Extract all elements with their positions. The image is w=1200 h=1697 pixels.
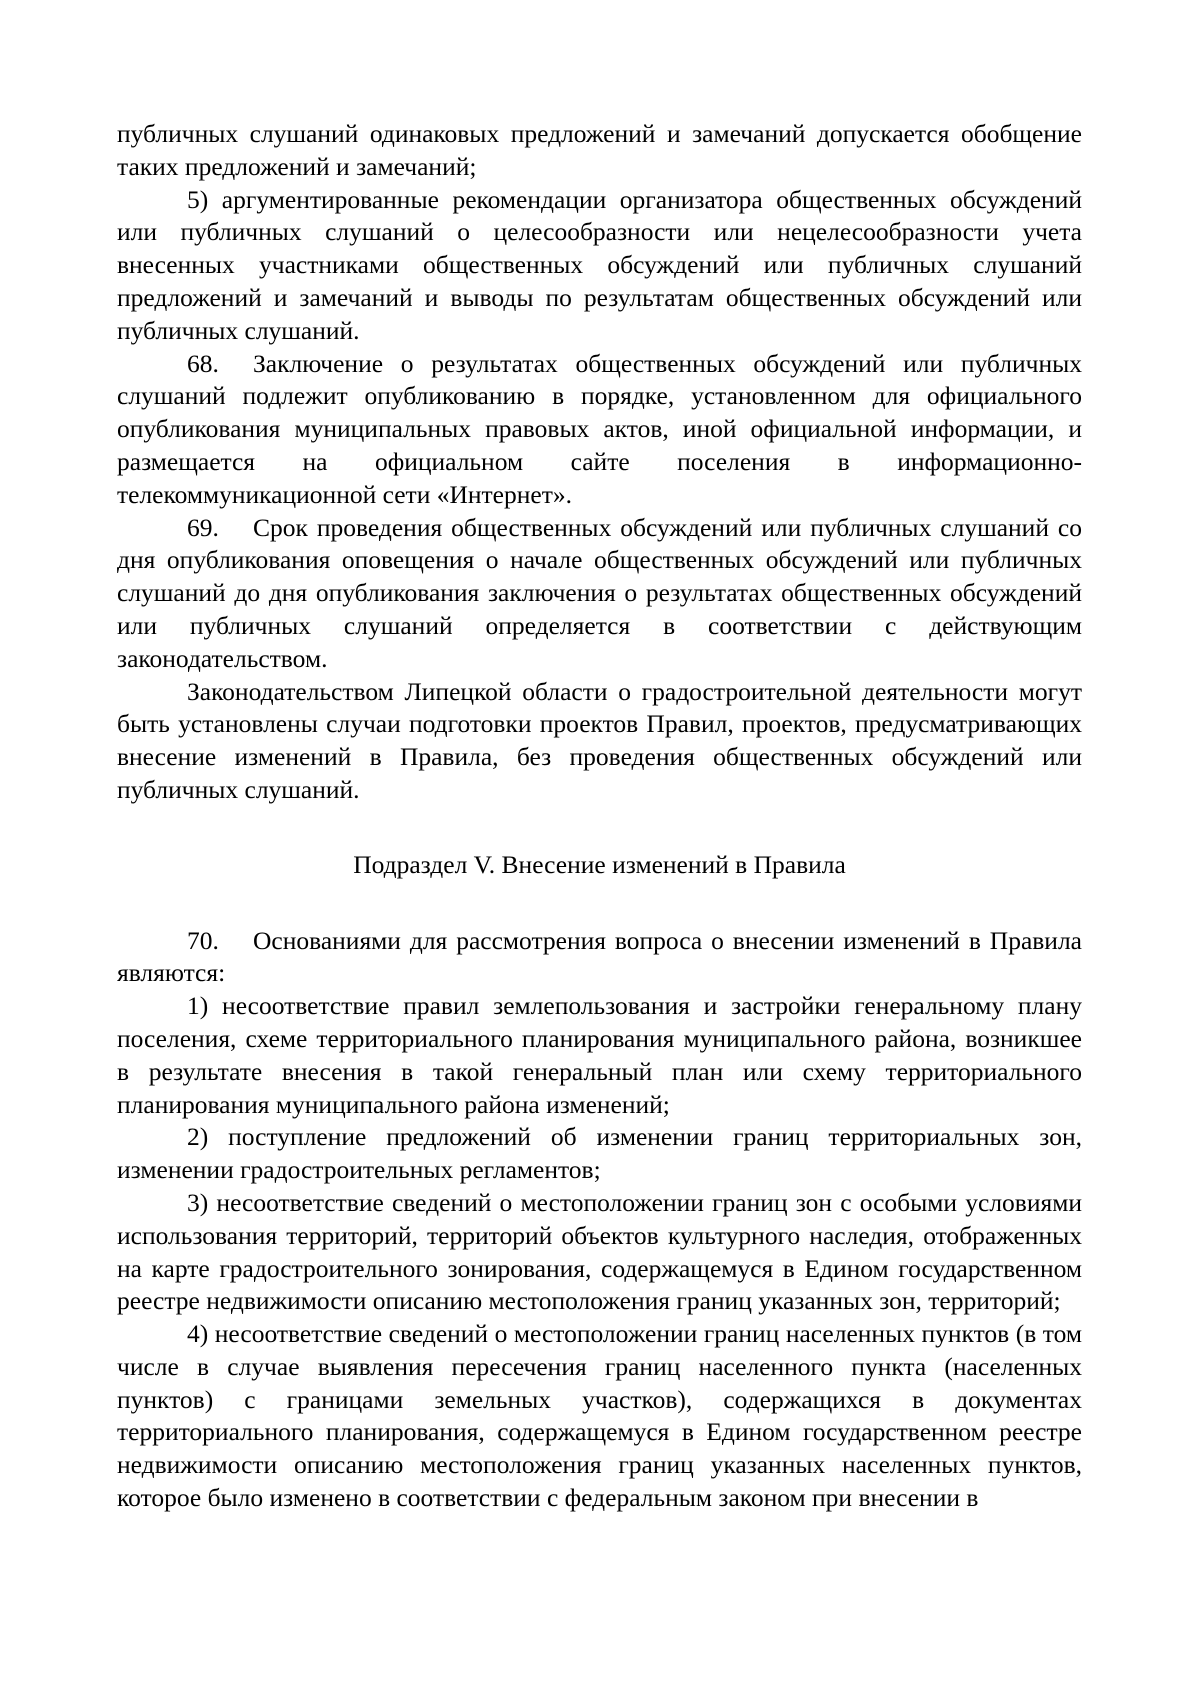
paragraph-number: 68. [187,348,219,378]
paragraph-text: Заключение о результатах общественных обсуждений или публичных слушаний подлежит опубликованию в порядке, установленном для официального опубликования муниципальных правовых актов, иной официальной информации, и размещается на официальном сайте поселения в информационно-телекоммуникационной сети «Интернет». [117,348,1082,509]
paragraph-item-4 [117,1318,1082,1515]
paragraph-68 [117,348,1082,512]
paragraph-text: Законодательством Липецкой области о градостроительной деятельности могут быть установлены случаи подготовки проектов Правил, проектов, предусматривающих внесение изменений в Правила, без проведения общественных обсуждений или публичных слушаний. [117,676,1082,804]
paragraph-69 [117,512,1082,676]
paragraph-text: публичных слушаний одинаковых предложений и замечаний допускается обобщение таких предложений и замечаний; [117,119,1082,181]
paragraph-text: 1) несоответствие правил землепользования и застройки генеральному плану поселения, схеме территориального планирования муниципального района, возникшее в результате внесения в такой генеральный план или схему территориального планирования муниципального района изменений; [117,991,1082,1119]
paragraph-text: 2) поступление предложений об изменении границ территориальных зон, изменении градостроительных регламентов; [117,1122,1082,1185]
paragraph-number: 69. [187,512,219,542]
paragraph-item-2 [117,1121,1082,1187]
paragraph-item-3 [117,1187,1082,1318]
paragraph-number: 70. [187,925,219,955]
paragraph-continuation [117,118,1082,184]
paragraph-lipetsk [117,676,1082,807]
paragraph-70 [117,925,1082,991]
paragraph-text: 4) несоответствие сведений о местоположении границ населенных пунктов (в том числе в случае выявления пересечения границ населенного пункта (населенных пунктов) с границами земельных участков), содержащихся в документах территориального планирования, содержащемуся в Едином государственном реестре недвижимости описанию местоположения границ указанных населенных пунктов, которое было изменено в соответствии с федеральным законом при внесении в [117,1319,1082,1513]
paragraph-item-1 [117,990,1082,1121]
paragraph-text: 3) несоответствие сведений о местоположении границ зон с особыми условиями использования территорий, территорий объектов культурного наследия, отображенных на карте градостроительного зонирования, содержащемуся в Едином государственном реестре недвижимости описанию местоположения границ указанных зон, территорий; [117,1187,1082,1316]
paragraph-text: 5) аргументированные рекомендации организатора общественных обсуждений или публичных слушаний о целесообразности или нецелесообразности учета внесенных участниками общественных обсуждений или публичных слушаний предложений и замечаний и выводы по результатам общественных обсуждений или публичных слушаний. [117,184,1082,345]
paragraph-text: Срок проведения общественных обсуждений или публичных слушаний со дня опубликования оповещения о начале общественных обсуждений или публичных слушаний до дня опубликования заключения о результатах общественных обсуждений или публичных слушаний определяется в соответствии с действующим законодательством. [117,512,1082,673]
paragraph-item-5 [117,184,1082,348]
document-page [117,118,1082,1515]
paragraph-text: Основаниями для рассмотрения вопроса о внесении изменений в Правила являются: [117,925,1082,988]
section-heading: Подраздел V. Внесение изменений в Правила [353,849,846,879]
